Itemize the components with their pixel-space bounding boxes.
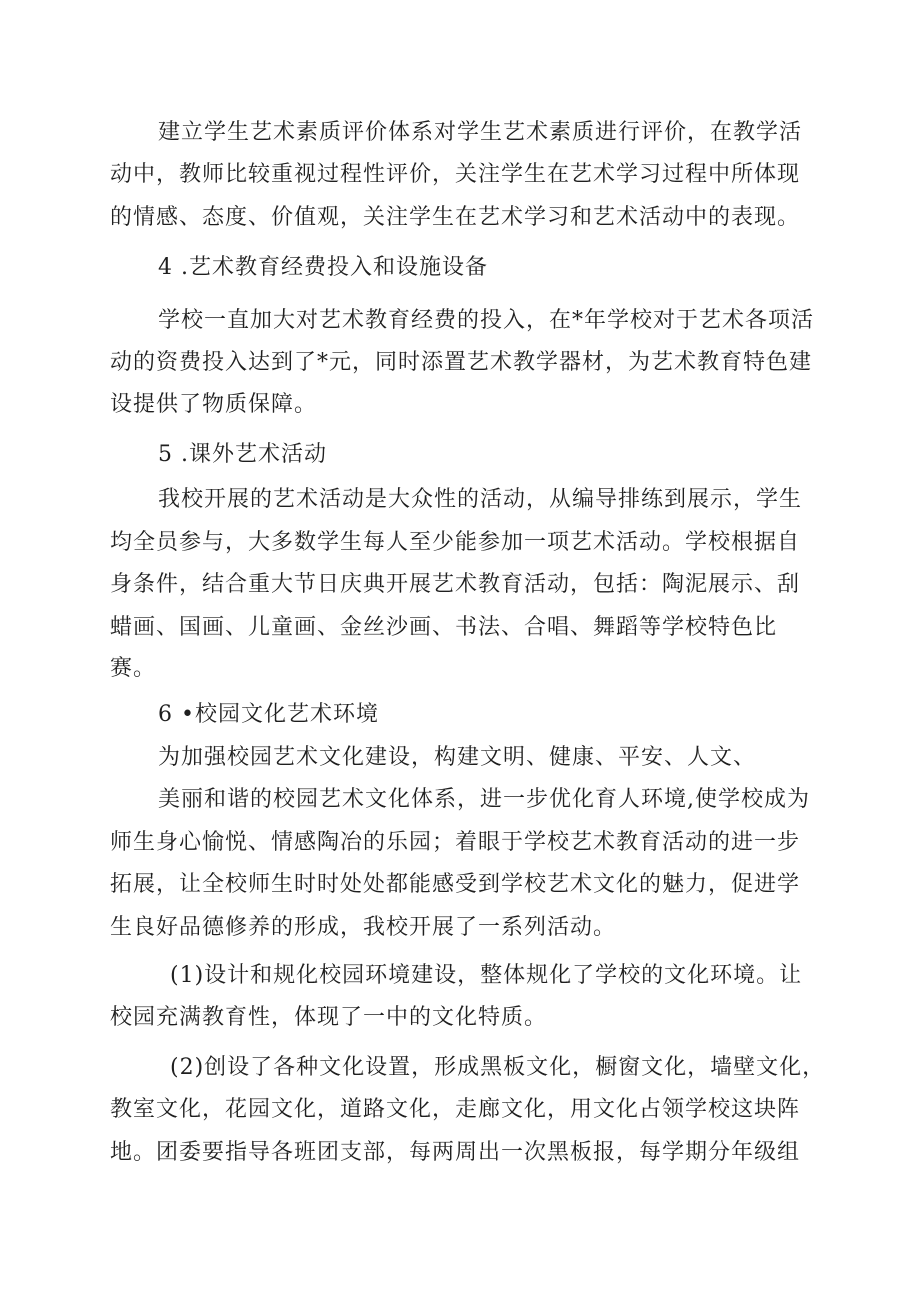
evaluation-paragraph-line: 建立学生艺术素质评价体系对学生艺术素质进行评价，在教学活: [158, 120, 803, 145]
list-item-2-line: (2)创设了各种文化设置，形成黑板文化，橱窗文化，墙壁文化，: [170, 1055, 826, 1080]
section-heading-5: 5 .课外艺术活动: [158, 442, 327, 467]
environment-paragraph-line: 师生身心愉悦、情感陶冶的乐园；着眼于学校艺术教育活动的进一步: [110, 830, 801, 855]
environment-intro-line: 为加强校园艺术文化建设，构建文明、健康、平安、人文、: [158, 745, 757, 770]
environment-paragraph-line: 生良好品德修养的形成，我校开展了一系列活动。: [110, 915, 617, 940]
activities-paragraph-line: 均全员参与，大多数学生每人至少能参加一项艺术活动。学校根据自: [110, 530, 801, 555]
funding-paragraph-line: 学校一直加大对艺术教育经费的投入，在*年学校对于艺术各项活: [158, 308, 815, 333]
environment-paragraph-line: 拓展，让全校师生时时处处都能感受到学校艺术文化的魅力，促进学: [110, 872, 801, 897]
list-item-1-line: 校园充满教育性，体现了一中的文化特质。: [110, 1005, 548, 1030]
list-item-2-line: 教室文化，花园文化，道路文化，走廊文化，用文化占领学校这块阵: [110, 1097, 801, 1122]
list-item-2-line: 地。团委要指导各班团支部，每两周出一次黑板报，每学期分年级组: [110, 1140, 801, 1165]
evaluation-paragraph-line: 动中，教师比较重视过程性评价，关注学生在艺术学习过程中所体现: [110, 162, 801, 187]
section-heading-4: 4 .艺术教育经费投入和设施设备: [158, 255, 488, 280]
funding-paragraph-line: 设提供了物质保障。: [110, 392, 318, 417]
activities-paragraph-line: 蜡画、国画、儿童画、金丝沙画、书法、合唱、舞蹈等学校特色比: [110, 615, 778, 640]
section-heading-6: 6 •校园文化艺术环境: [158, 702, 379, 727]
activities-paragraph-line: 身条件，结合重大节日庆典开展艺术教育活动，包括：陶泥展示、刮: [110, 572, 801, 597]
activities-paragraph-line: 我校开展的艺术活动是大众性的活动，从编导排练到展示，学生: [158, 487, 803, 512]
activities-paragraph-line: 赛。: [110, 656, 157, 681]
list-item-1-line: (1)设计和规化校园环境建设，整体规化了学校的文化环境。让: [170, 963, 803, 988]
environment-paragraph-line: 美丽和谐的校园艺术文化体系，进一步优化育人环境,使学校成为: [158, 787, 810, 812]
evaluation-paragraph-line: 的情感、态度、价值观，关注学生在艺术学习和艺术活动中的表现。: [110, 205, 801, 230]
funding-paragraph-line: 动的资费投入达到了*元，同时添置艺术教学器材，为艺术教育特色建: [110, 350, 813, 375]
